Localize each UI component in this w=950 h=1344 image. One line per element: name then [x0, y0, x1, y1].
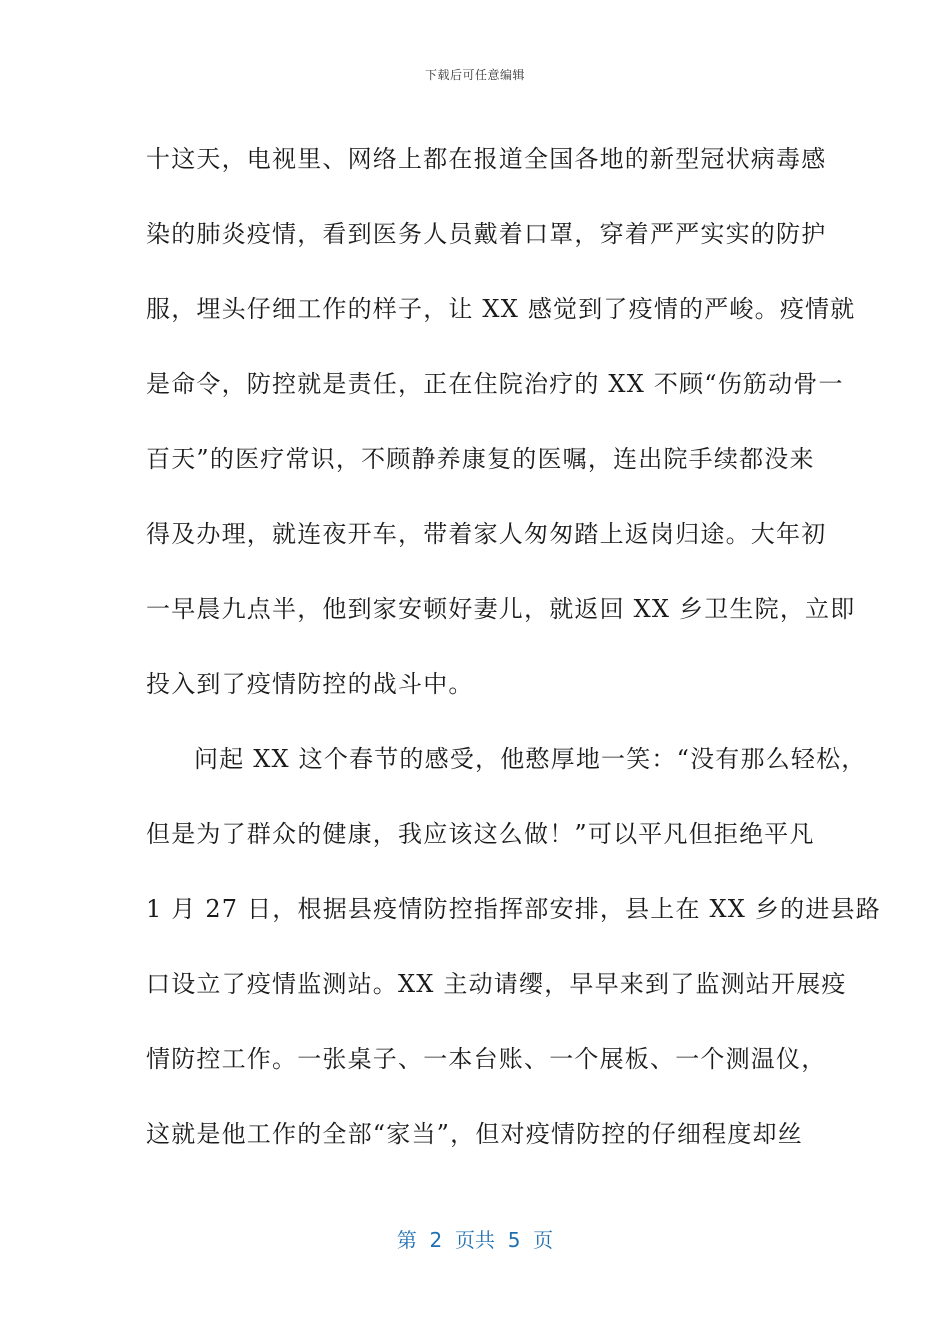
- text-line: 口设立了疫情监测站。XX 主动请缨，早早来到了监测站开展疫: [146, 970, 847, 998]
- text-line: 但是为了群众的健康，我应该这么做！”可以平凡但拒绝平凡: [146, 820, 815, 848]
- text-line: 1 月 27 日，根据县疫情防控指挥部安排，县上在 XX 乡的进县路: [146, 895, 881, 923]
- text-line: 情防控工作。一张桌子、一本台账、一个展板、一个测温仪，: [146, 1045, 827, 1073]
- text-line: 染的肺炎疫情，看到医务人员戴着口罩，穿着严严实实的防护: [146, 220, 827, 248]
- page-number: 第 2 页共 5 页: [396, 1228, 554, 1252]
- text-line: 是命令，防控就是责任，正在住院治疗的 XX 不顾“伤筋动骨一: [146, 370, 844, 398]
- text-line: 投入到了疫情防控的战斗中。: [146, 670, 474, 698]
- header-note: 下载后可任意编辑: [424, 68, 525, 82]
- paragraph-start-line: 问起 XX 这个春节的感受，他憨厚地一笑：“没有那么轻松，: [194, 745, 867, 773]
- text-line: 十这天，电视里、网络上都在报道全国各地的新型冠状病毒感: [146, 145, 827, 173]
- text-line: 得及办理，就连夜开车，带着家人匆匆踏上返岗归途。大年初: [146, 520, 827, 548]
- page-footer: [0, 1224, 950, 1253]
- text-line: 这就是他工作的全部“家当”，但对疫情防控的仔细程度却丝: [146, 1120, 803, 1148]
- text-line: 一早晨九点半，他到家安顿好妻儿，就返回 XX 乡卫生院，立即: [146, 595, 856, 623]
- text-line: 百天”的医疗常识，不顾静养康复的医嘱，连出院手续都没来: [146, 445, 815, 473]
- text-line: 服，埋头仔细工作的样子，让 XX 感觉到了疫情的严峻。疫情就: [146, 295, 856, 323]
- document-body: [146, 122, 881, 1172]
